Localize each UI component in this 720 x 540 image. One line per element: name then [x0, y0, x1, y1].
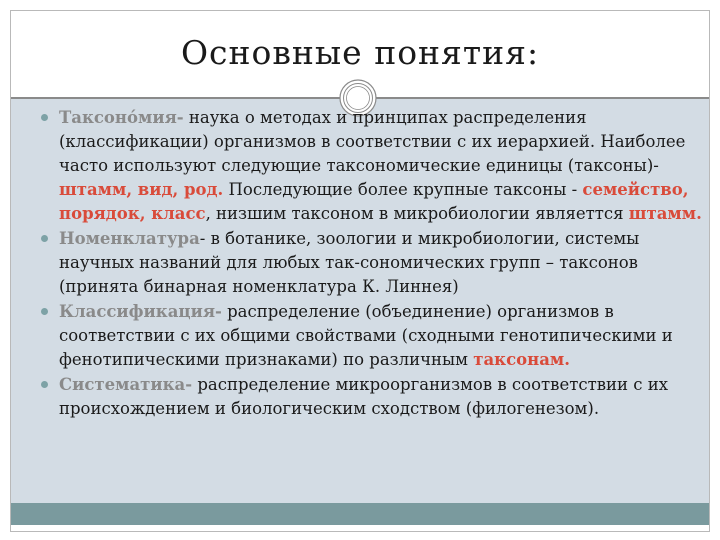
slide-title: Основные понятия: [180, 33, 540, 72]
bullet-systematics [43, 373, 711, 421]
bullet-nomenclature [43, 227, 711, 299]
nomenclature-text: - в ботанике, зоологии и микробиологии, системы научных названий для любых так-сономических групп – таксонов (принята бинарная номенклатура К. Линнея) [59, 229, 640, 296]
bullet-classification [43, 300, 711, 372]
systematics-text: распределение микроорганизмов в соответствии с их происхождением и биологическим сходством (филогенезом). [59, 375, 669, 418]
term-systematics: Систематика- [59, 375, 193, 394]
taxonomy-text-3: , низшим таксоном в микробиологии являеттся [205, 204, 629, 223]
bullet-taxonomy [43, 106, 711, 226]
taxonomy-red-1: штамм, вид, род. [59, 180, 224, 199]
bottom-bar [11, 503, 709, 525]
term-nomenclature: Номенклатура [59, 229, 200, 248]
classification-red: таксонам. [473, 350, 570, 369]
bullet-list [43, 106, 711, 422]
taxonomy-red-2: семейство, порядок, класс [59, 180, 689, 223]
classification-text: распределение (объединение) организмов в соответствии с их общими свойствами (сходными генотипическими и фенотипическими признаками) по различным [59, 302, 673, 369]
taxonomy-text-2: Последующие более крупные таксоны - [223, 180, 583, 199]
term-taxonomy: Таксоно́мия- [59, 108, 184, 127]
term-classification: Классификация- [59, 302, 222, 321]
taxonomy-red-3: штамм. [628, 204, 702, 223]
taxonomy-text-1: наука о методах и принципах распределения (классификации) организмов в соответствии с их иерархией. Наиболее часто используют следующие таксономические единицы (таксоны)- [59, 108, 686, 175]
